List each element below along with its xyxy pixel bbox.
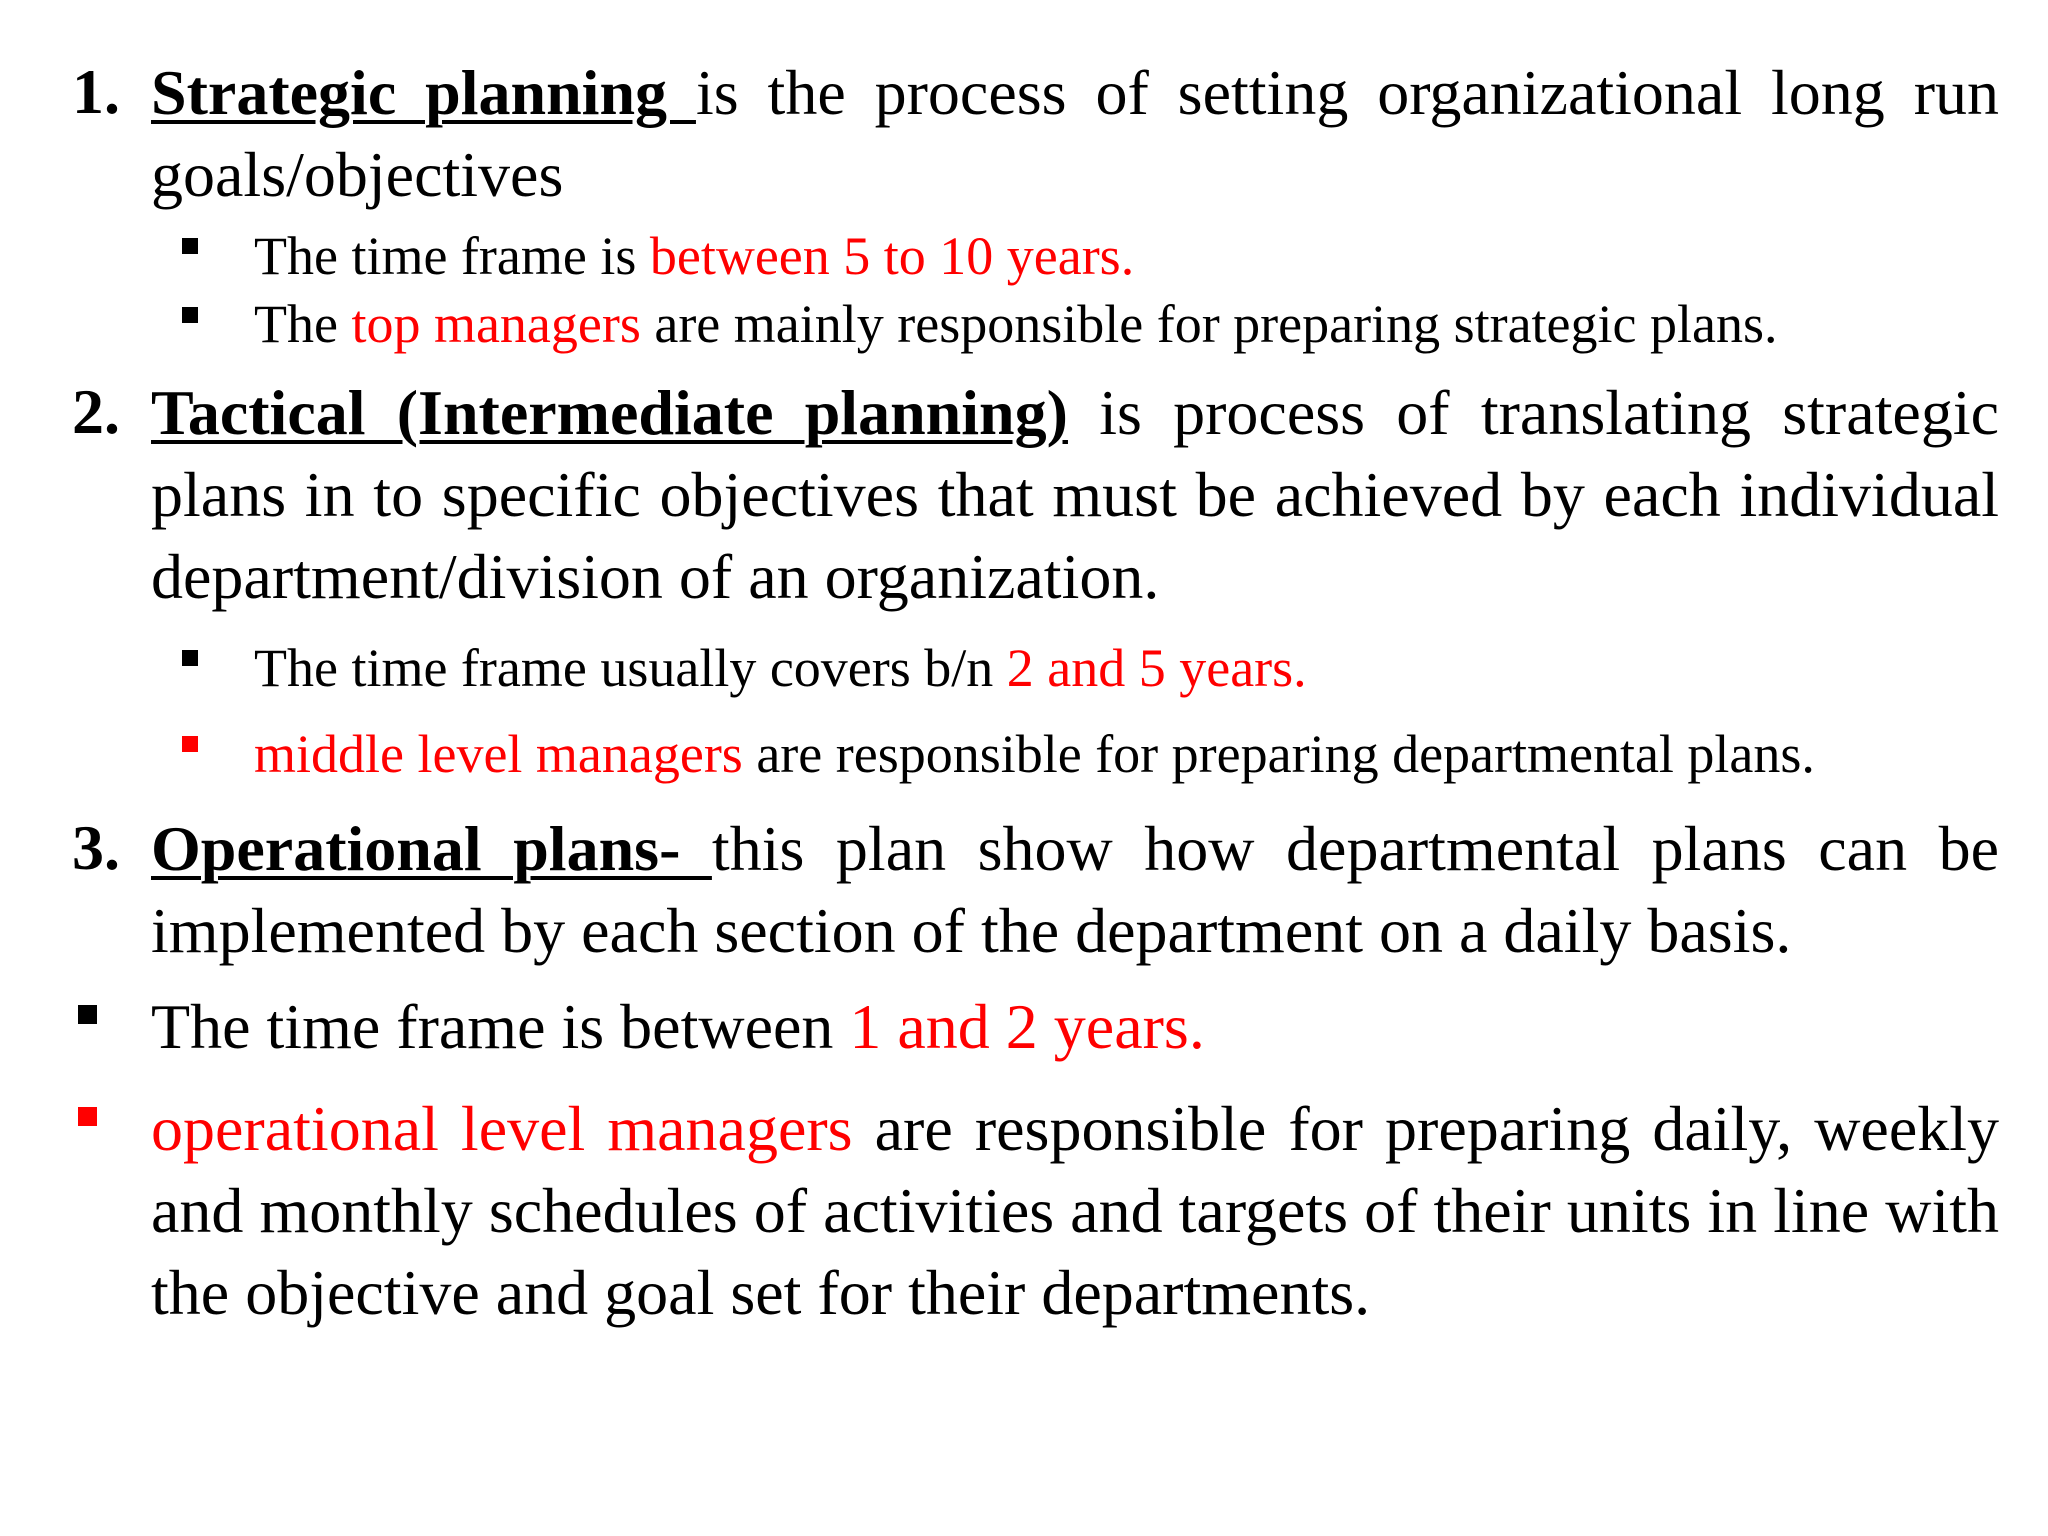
item-3-paragraph — [151, 808, 1999, 972]
square-bullet-icon — [78, 1107, 97, 1126]
square-bullet-icon — [182, 650, 198, 666]
item-3-term: Operational plans- — [151, 813, 712, 884]
sub-text: The — [254, 294, 352, 354]
sub-highlight: middle level managers — [254, 724, 743, 784]
item-1-definition: is the process of setting organizational long run goals/objectives — [151, 57, 2000, 210]
bullet-highlight: 1 and 2 years. — [849, 991, 1205, 1062]
square-bullet-icon — [182, 238, 198, 254]
sub-text: are responsible for preparing departmental plans. — [742, 724, 1815, 784]
item-2-sub-1 — [254, 636, 2014, 700]
item-2-term: Tactical (Intermediate planning) — [151, 377, 1068, 448]
sub-text: are mainly responsible for preparing strategic plans. — [640, 294, 1778, 354]
bullet-text: The time frame is between — [151, 991, 850, 1062]
item-1-term: Strategic planning — [151, 57, 696, 128]
item-2-definition: is process of translating strategic plans in to specific objectives that must be achieved by each individual department/division of an organization. — [151, 377, 2000, 612]
top-bullet-2 — [151, 1088, 1999, 1334]
item-3-number: 3. — [72, 812, 120, 883]
sub-highlight: between 5 to 10 years. — [649, 226, 1135, 286]
square-bullet-icon — [182, 736, 198, 752]
sub-text: The time frame usually covers b/n — [254, 638, 1007, 698]
item-2-paragraph — [151, 372, 1999, 618]
item-1-sub-2 — [254, 292, 2014, 356]
bullet-text: are responsible for preparing daily, weekly and monthly schedules of activities and targets of their units in line with the objective and goal set for their departments. — [151, 1093, 1999, 1328]
item-2-number: 2. — [72, 376, 120, 447]
item-1-number: 1. — [72, 56, 120, 127]
square-bullet-icon — [182, 307, 198, 323]
square-bullet-icon — [78, 1005, 97, 1024]
item-1-paragraph — [151, 52, 1999, 216]
sub-text: The time frame is — [254, 226, 650, 286]
top-bullet-1 — [151, 986, 1999, 1068]
sub-highlight: top managers — [351, 294, 641, 354]
item-3-definition: this plan show how departmental plans can be implemented by each section of the department on a daily basis. — [151, 813, 1999, 966]
item-1-sub-1 — [254, 224, 2014, 288]
sub-highlight: 2 and 5 years. — [1006, 638, 1307, 698]
item-2-sub-2 — [254, 722, 2014, 786]
bullet-highlight: operational level managers — [151, 1093, 853, 1164]
